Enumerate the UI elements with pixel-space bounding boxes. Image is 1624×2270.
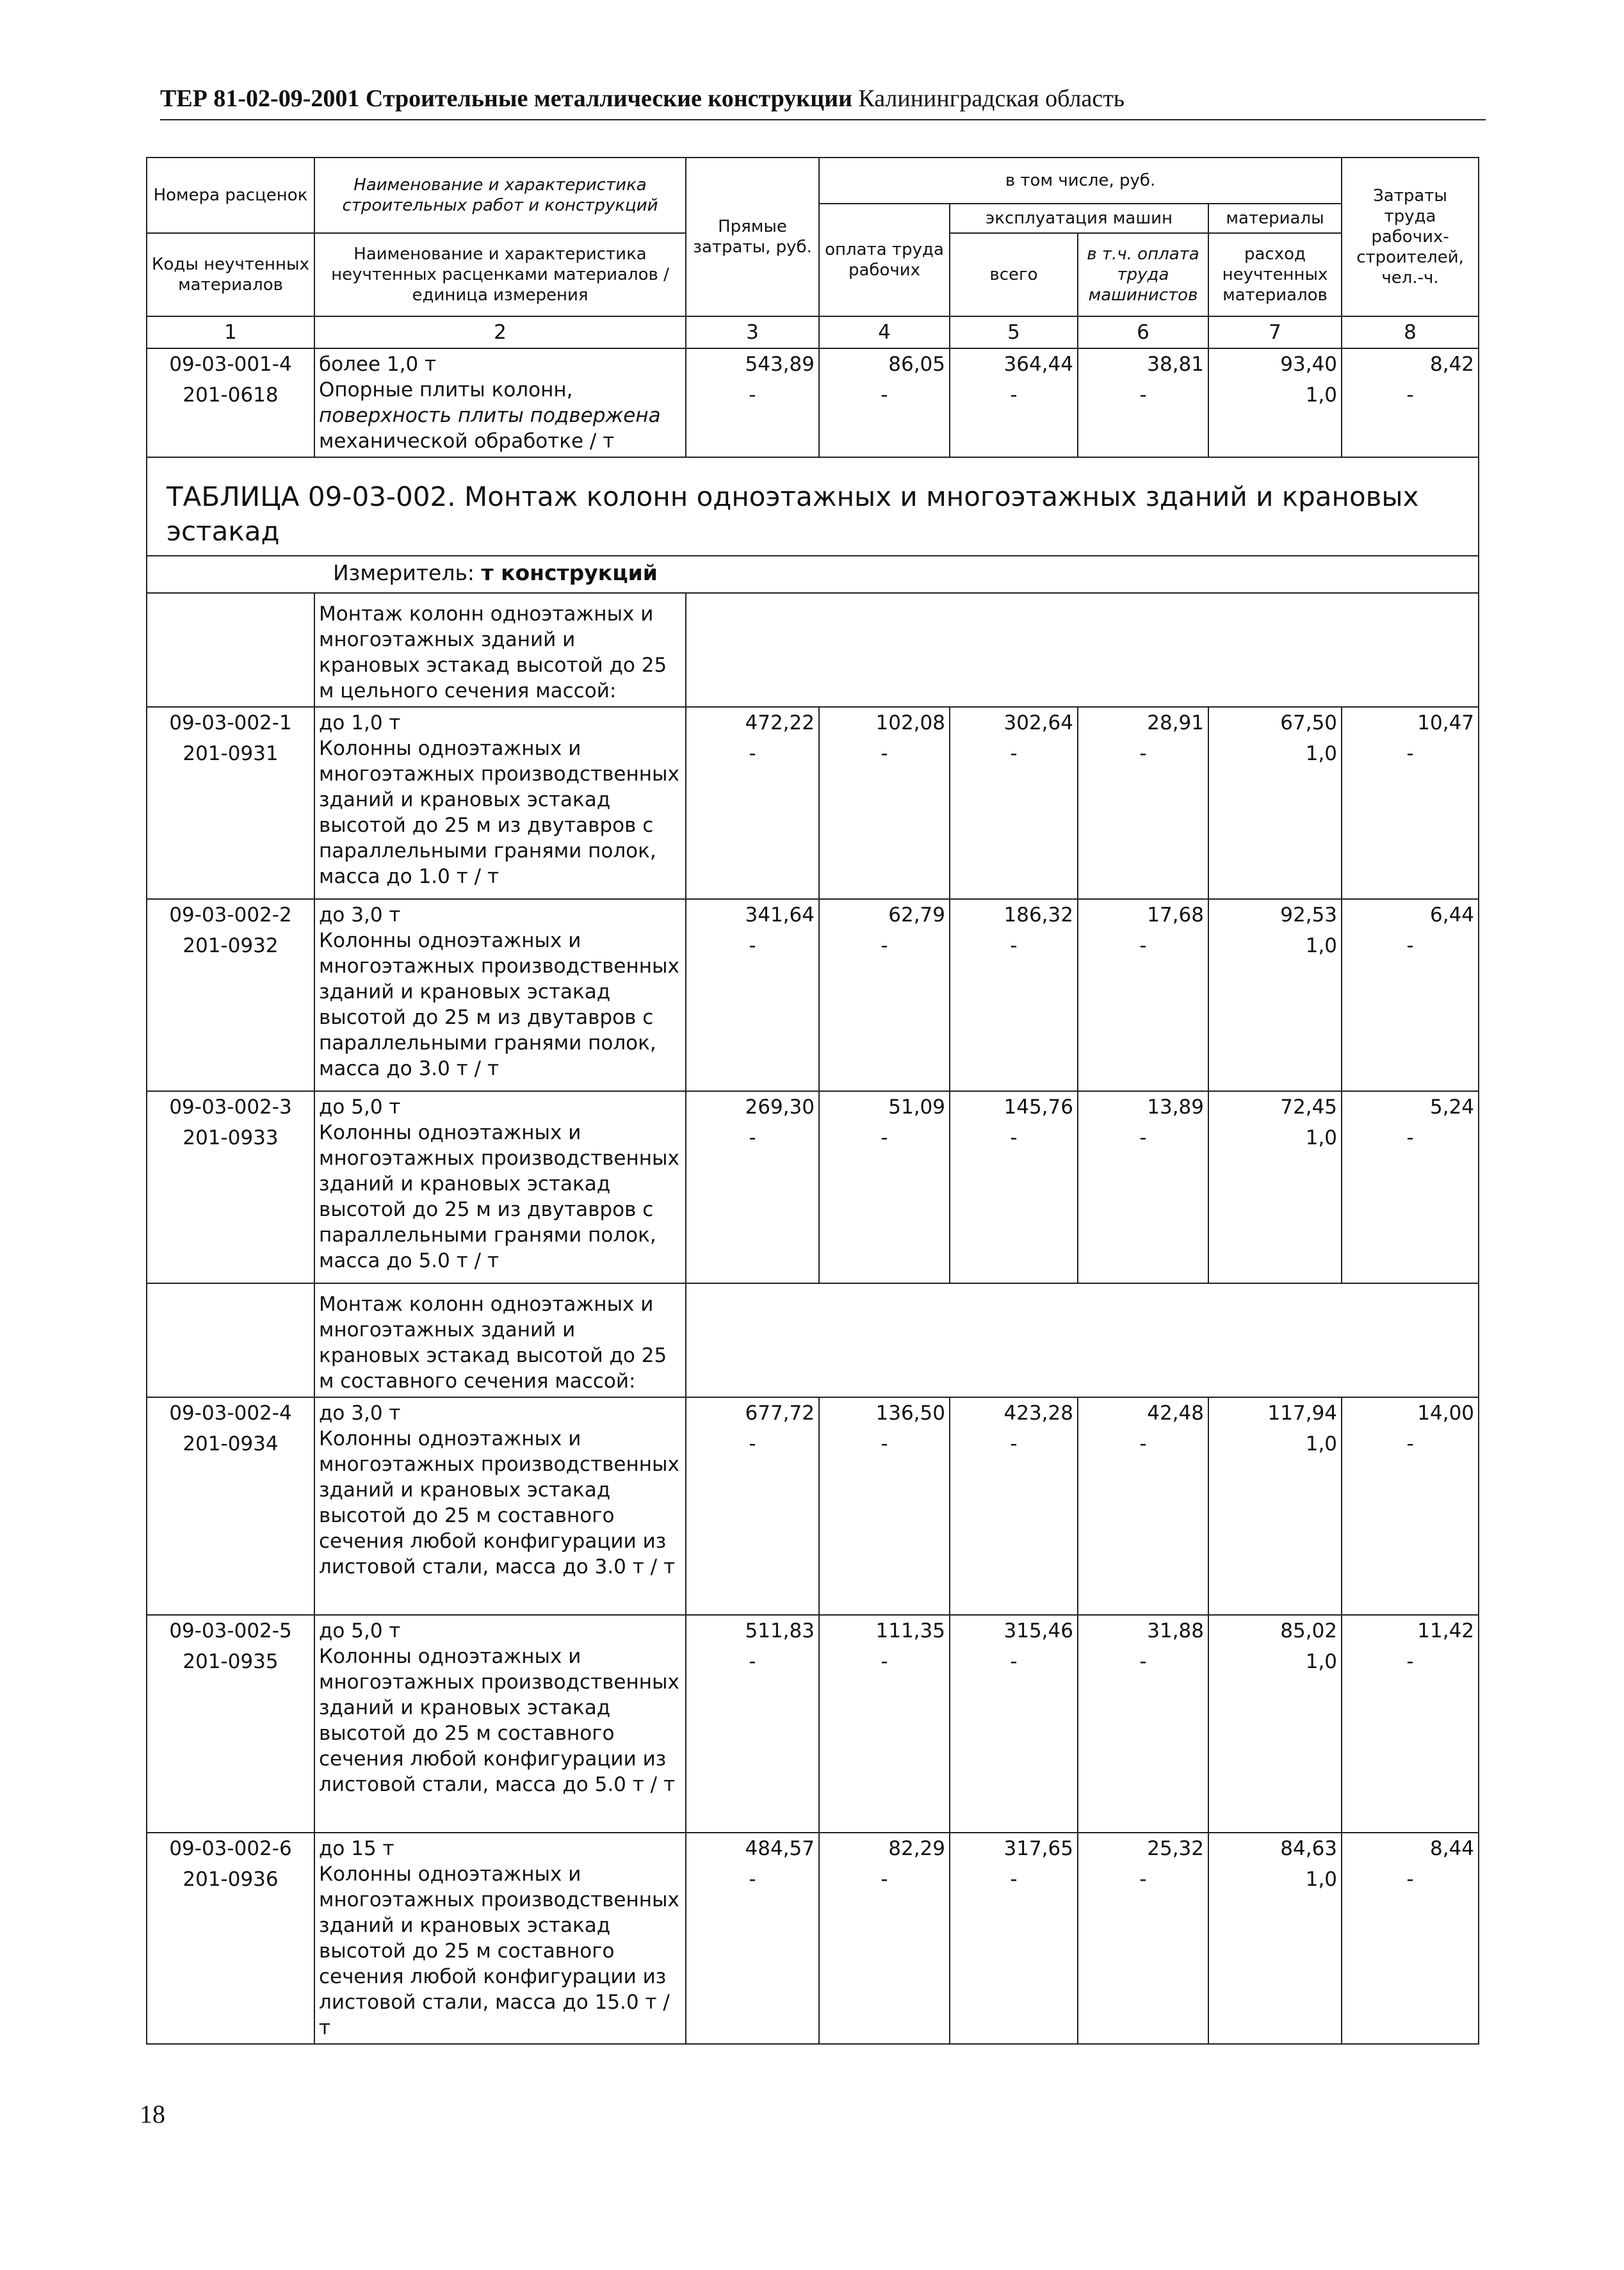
labor-cell: 10,47 - xyxy=(1342,707,1479,899)
table-row xyxy=(147,1833,1479,2044)
wages-cell: 86,05 - xyxy=(819,348,950,457)
rates-table xyxy=(146,157,1479,2045)
materials-cell: 72,45 1,0 xyxy=(1208,1091,1342,1283)
rate-codes: 09-03-002-3 201-0933 xyxy=(147,1091,314,1283)
column-numbers-row xyxy=(147,316,1479,348)
col-including: в том числе, руб. xyxy=(819,158,1342,204)
col-material-name: Наименование и характеристика неучтенных расценками материалов / единица измерения xyxy=(314,233,686,316)
materials-cell: 67,50 1,0 xyxy=(1208,707,1342,899)
measure-line: Измеритель: т конструкций xyxy=(147,556,1479,593)
wages-cell: 111,35 - xyxy=(819,1615,950,1833)
direct-costs-cell: 677,72 - xyxy=(686,1397,819,1615)
rate-names: до 5,0 т Колонны одноэтажных и многоэтажных производственных зданий и крановых эстакад высотой до 25 м из двутавров с параллельными гранями полок, масса до 5.0 т / т xyxy=(314,1091,686,1283)
materials-cell: 92,53 1,0 xyxy=(1208,899,1342,1091)
column-number: 4 xyxy=(819,316,950,348)
col-machine-total: всего xyxy=(950,233,1078,316)
table-row xyxy=(147,1397,1479,1615)
rate-names: до 5,0 т Колонны одноэтажных и многоэтажных производственных зданий и крановых эстакад высотой до 25 м составного сечения любой конфигурации из листовой стали, масса до 5.0 т / т xyxy=(314,1615,686,1833)
machines-cell: 145,76 - xyxy=(950,1091,1078,1283)
wages-cell: 82,29 - xyxy=(819,1833,950,2044)
machines-cell: 423,28 - xyxy=(950,1397,1078,1615)
labor-cell: 5,24 - xyxy=(1342,1091,1479,1283)
col-rate-numbers: Номера расценок xyxy=(147,158,314,233)
table-title: ТАБЛИЦА 09-03-002. Монтаж колонн одноэтажных и многоэтажных зданий и крановых эстакад xyxy=(147,457,1479,556)
column-number: 6 xyxy=(1078,316,1208,348)
page-number: 18 xyxy=(140,2100,165,2128)
machinists-cell: 42,48 - xyxy=(1078,1397,1208,1615)
materials-cell: 85,02 1,0 xyxy=(1208,1615,1342,1833)
direct-costs-cell: 341,64 - xyxy=(686,899,819,1091)
machinists-cell: 13,89 - xyxy=(1078,1091,1208,1283)
col-machinist-wages: в т.ч. оплата труда машинистов xyxy=(1078,233,1208,316)
machinists-cell: 28,91 - xyxy=(1078,707,1208,899)
group-header: Монтаж колонн одноэтажных и многоэтажных зданий и крановых эстакад высотой до 25 м составного сечения массой: xyxy=(314,1283,686,1397)
region: Калининградская область xyxy=(858,85,1125,112)
header-rule xyxy=(160,119,1486,120)
direct-costs-cell: 543,89 - xyxy=(686,348,819,457)
rate-names xyxy=(314,348,686,457)
labor-cell: 8,42 - xyxy=(1342,348,1479,457)
group-header: Монтаж колонн одноэтажных и многоэтажных зданий и крановых эстакад высотой до 25 м цельного сечения массой: xyxy=(314,593,686,707)
doc-title: Строительные металлические конструкции xyxy=(365,85,852,112)
machines-cell: 186,32 - xyxy=(950,899,1078,1091)
empty-cell xyxy=(147,593,314,707)
wages-cell: 102,08 - xyxy=(819,707,950,899)
machines-cell: 315,46 - xyxy=(950,1615,1078,1833)
col-unaccounted-consumption: расход неучтенных материалов xyxy=(1208,233,1342,316)
empty-cell xyxy=(686,1283,1479,1397)
machines-cell: 364,44 - xyxy=(950,348,1078,457)
col-machine-operation: эксплуатация машин xyxy=(950,204,1208,233)
machinists-cell: 31,88 - xyxy=(1078,1615,1208,1833)
machines-cell: 302,64 - xyxy=(950,707,1078,899)
column-number: 7 xyxy=(1208,316,1342,348)
rate-codes xyxy=(147,348,314,457)
direct-costs-cell: 484,57 - xyxy=(686,1833,819,2044)
table-row xyxy=(147,707,1479,899)
labor-cell: 6,44 - xyxy=(1342,899,1479,1091)
wages-cell: 51,09 - xyxy=(819,1091,950,1283)
rate-names: до 3,0 т Колонны одноэтажных и многоэтажных производственных зданий и крановых эстакад высотой до 25 м из двутавров с параллельными гранями полок, масса до 3.0 т / т xyxy=(314,899,686,1091)
col-materials: материалы xyxy=(1208,204,1342,233)
labor-cell: 14,00 - xyxy=(1342,1397,1479,1615)
running-head xyxy=(160,82,1460,115)
col-unaccounted-codes: Коды неучтенных материалов xyxy=(147,233,314,316)
table-row xyxy=(147,1091,1479,1283)
material-name: Опорные плиты колонн, поверхность плиты подвержена механической обработке / т xyxy=(319,378,661,453)
materials-cell: 84,63 1,0 xyxy=(1208,1833,1342,2044)
wages-cell: 62,79 - xyxy=(819,899,950,1091)
col-labor: Затраты труда рабочих-строителей, чел.-ч. xyxy=(1342,158,1479,316)
machines-cell: 317,65 - xyxy=(950,1833,1078,2044)
rate-codes: 09-03-002-2 201-0932 xyxy=(147,899,314,1091)
col-work-name: Наименование и характеристика строительных работ и конструкций xyxy=(314,158,686,233)
rate-codes: 09-03-002-6 201-0936 xyxy=(147,1833,314,2044)
rate-names: до 1,0 т Колонны одноэтажных и многоэтажных производственных зданий и крановых эстакад высотой до 25 м из двутавров с параллельными гранями полок, масса до 1.0 т / т xyxy=(314,707,686,899)
empty-cell xyxy=(147,1283,314,1397)
material-code: 201-0618 xyxy=(183,384,279,407)
rate-codes: 09-03-002-4 201-0934 xyxy=(147,1397,314,1615)
labor-cell: 8,44 - xyxy=(1342,1833,1479,2044)
top-rate-row xyxy=(147,348,1479,593)
machinists-cell: 25,32 - xyxy=(1078,1833,1208,2044)
column-number: 5 xyxy=(950,316,1078,348)
column-number: 1 xyxy=(147,316,314,348)
direct-costs-cell: 269,30 - xyxy=(686,1091,819,1283)
empty-cell xyxy=(686,593,1479,707)
wages-cell: 136,50 - xyxy=(819,1397,950,1615)
column-number: 8 xyxy=(1342,316,1479,348)
rate-names: до 3,0 т Колонны одноэтажных и многоэтажных производственных зданий и крановых эстакад высотой до 25 м составного сечения любой конфигурации из листовой стали, масса до 3.0 т / т xyxy=(314,1397,686,1615)
rate-names: до 15 т Колонны одноэтажных и многоэтажных производственных зданий и крановых эстакад высотой до 25 м составного сечения любой конфигурации из листовой стали, масса до 15.0 т / т xyxy=(314,1833,686,2044)
direct-costs-cell: 472,22 - xyxy=(686,707,819,899)
column-number: 2 xyxy=(314,316,686,348)
labor-cell: 11,42 - xyxy=(1342,1615,1479,1833)
machinists-cell: 38,81 - xyxy=(1078,348,1208,457)
direct-costs-cell: 511,83 - xyxy=(686,1615,819,1833)
column-number: 3 xyxy=(686,316,819,348)
rate-code: 09-03-001-4 xyxy=(169,353,292,376)
table-row xyxy=(147,899,1479,1091)
rate-codes: 09-03-002-5 201-0935 xyxy=(147,1615,314,1833)
col-wages: оплата труда рабочих xyxy=(819,204,950,316)
table-header xyxy=(147,158,1479,348)
group-header-row xyxy=(147,593,1479,707)
col-direct-costs: Прямые затраты, руб. xyxy=(686,158,819,316)
rate-name: более 1,0 т xyxy=(319,353,437,376)
materials-cell: 117,94 1,0 xyxy=(1208,1397,1342,1615)
rates-body xyxy=(147,593,1479,2044)
group-header-row xyxy=(147,1283,1479,1397)
table-row xyxy=(147,1615,1479,1833)
rate-codes: 09-03-002-1 201-0931 xyxy=(147,707,314,899)
materials-cell: 93,40 1,0 xyxy=(1208,348,1342,457)
doc-code: ТЕР 81-02-09-2001 xyxy=(160,85,360,112)
machinists-cell: 17,68 - xyxy=(1078,899,1208,1091)
